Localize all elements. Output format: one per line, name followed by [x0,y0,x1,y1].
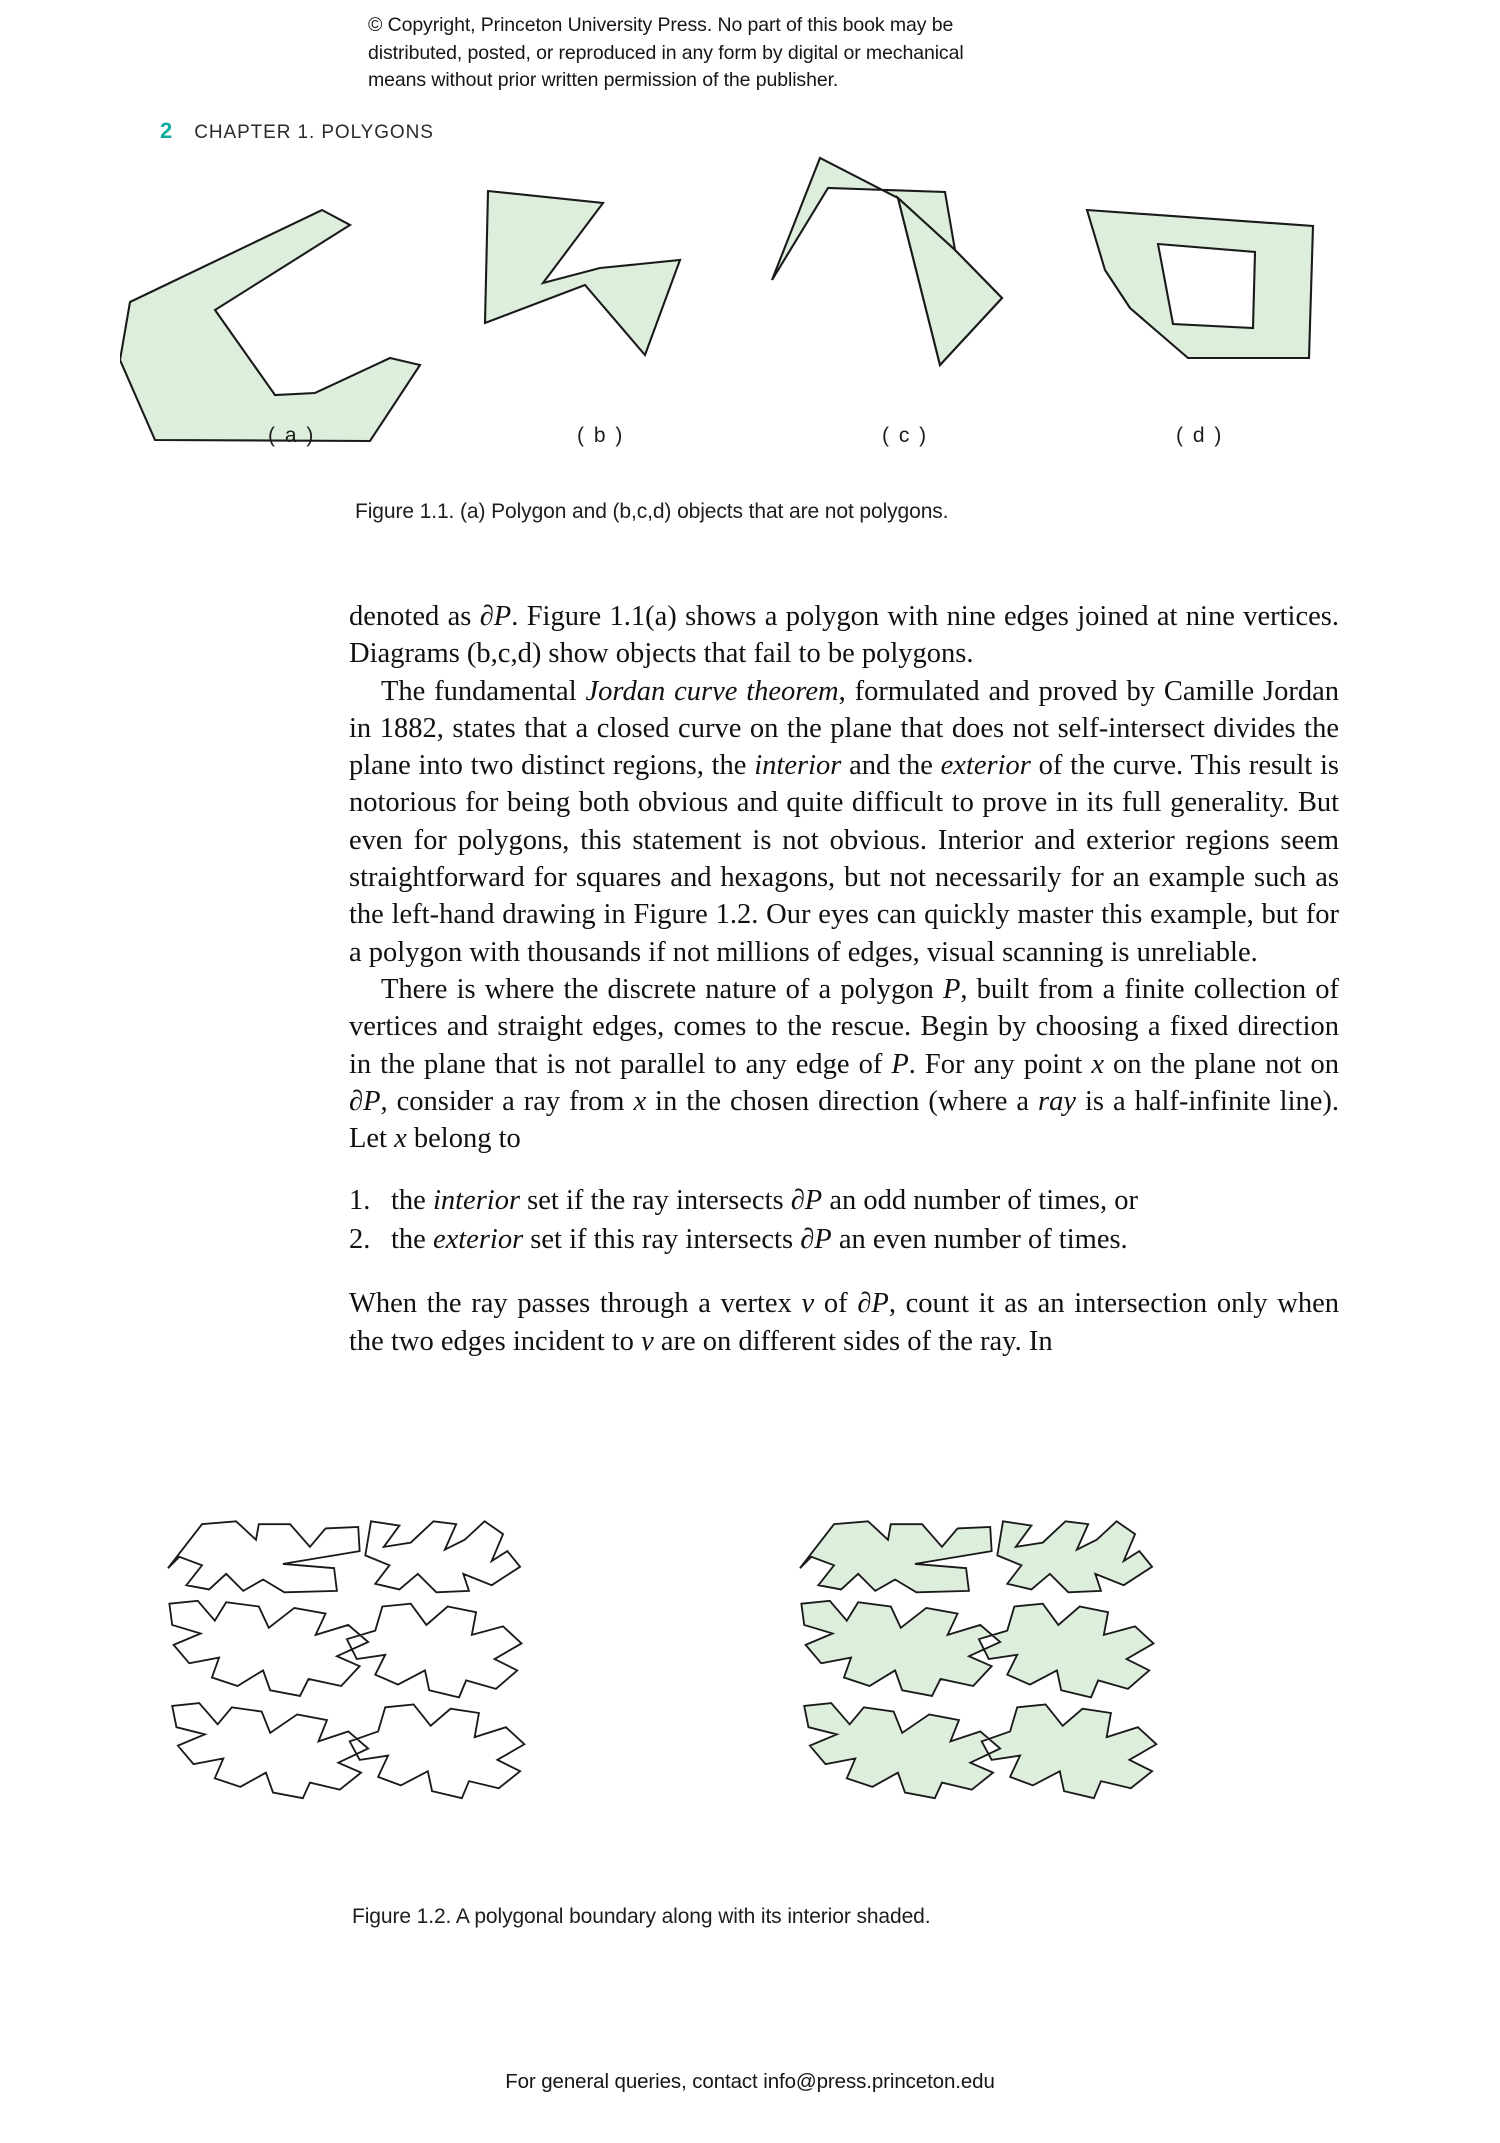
paragraph: denoted as ∂P. Figure 1.1(a) shows a polygon with nine edges joined at nine vertices. Diagrams (b,c,d) show objects that fail to be polygons. [349,601,1339,670]
simple-polygon-shape [120,210,420,441]
figure-1-1-panel-labels [120,424,1390,458]
paragraph: The fundamental Jordan curve theorem, formulated and proved by Camille Jordan in 1882, states that a closed curve on the plane that does not self-intersect divides the plane into two distinct regions, the interior and the exterior of the curve. This result is notorious for being both obvious and quite difficult to prove in its full generality. But even for polygons, this statement is not obvious. Interior and exterior regions seem straightforward for squares and hexagons, but not necessarily for an example such as the left-hand drawing in Figure 1.2. Our eyes can quickly master this example, but for a polygon with thousands if not millions of edges, visual scanning is unreliable. [349,675,1340,968]
paragraph: When the ray passes through a vertex v of ∂P, count it as an intersection only when the two edges incident to v are on different sides of the ray. In [349,1288,1339,1357]
list-item-text: the exterior set if this ray intersects ∂P an even number of times. [391,1224,1128,1256]
copyright-line-1: © Copyright, Princeton University Press. No part of this book may be [368,14,954,36]
figure-1-2-left-panel [168,1521,524,1798]
paragraph: There is where the discrete nature of a polygon P, built from a finite collection of vertices and straight edges, comes to the rescue. Begin by choosing a fixed direction in the plane that is not parallel to any edge of P. For any point x on the plane not on ∂P, consider a ray from x in the chosen direction (where a ray is a half-infinite line). Let x belong to [349,973,1340,1155]
panel-label-a: ( a ) [268,424,316,447]
list-item [349,1220,1339,1259]
list-item-number: 2. [349,1224,371,1256]
numbered-list [349,1181,1339,1259]
polygon-with-hole-shape [1087,210,1313,358]
figure-1-1-panel-c [772,158,1002,365]
figure-1-1-caption: Figure 1.1. (a) Polygon and (b,c,d) objects that are not polygons. [355,500,949,523]
body-text-column [349,598,1339,1360]
figure-1-2 [150,1490,1350,1880]
list-item [349,1181,1339,1220]
list-item-text: the interior set if the ray intersects ∂P an odd number of times, or [391,1185,1139,1217]
footer-text: For general queries, contact info@press.princeton.edu [505,2070,995,2093]
panel-label-d: ( d ) [1176,424,1224,447]
copyright-line-2: distributed, posted, or reproduced in any form by digital or mechanical [368,41,964,64]
figure-1-1-panel-d [1087,210,1313,358]
page-number: 2 [160,118,173,143]
polygonal-boundary-shaded [800,1521,1156,1798]
figure-1-1-panel-b [485,191,680,355]
panel-label-b: ( b ) [577,424,625,447]
figure-1-1-panel-a [120,210,420,441]
figure-1-2-caption: Figure 1.2. A polygonal boundary along with its interior shaded. [352,1905,931,1928]
copyright-notice [368,12,1108,95]
page-footer [0,2070,1500,2094]
figure-1-1 [120,150,1390,450]
list-item-number: 1. [349,1185,371,1217]
running-head [160,118,434,144]
polygonal-boundary-unshaded [168,1521,524,1798]
figure-1-2-right-panel [800,1521,1156,1798]
panel-label-c: ( c ) [882,424,929,447]
copyright-line-3: means without prior written permission of the publisher. [368,69,839,92]
self-intersecting-polygon-shape [485,191,680,355]
chapter-title: CHAPTER 1. POLYGONS [194,122,434,143]
